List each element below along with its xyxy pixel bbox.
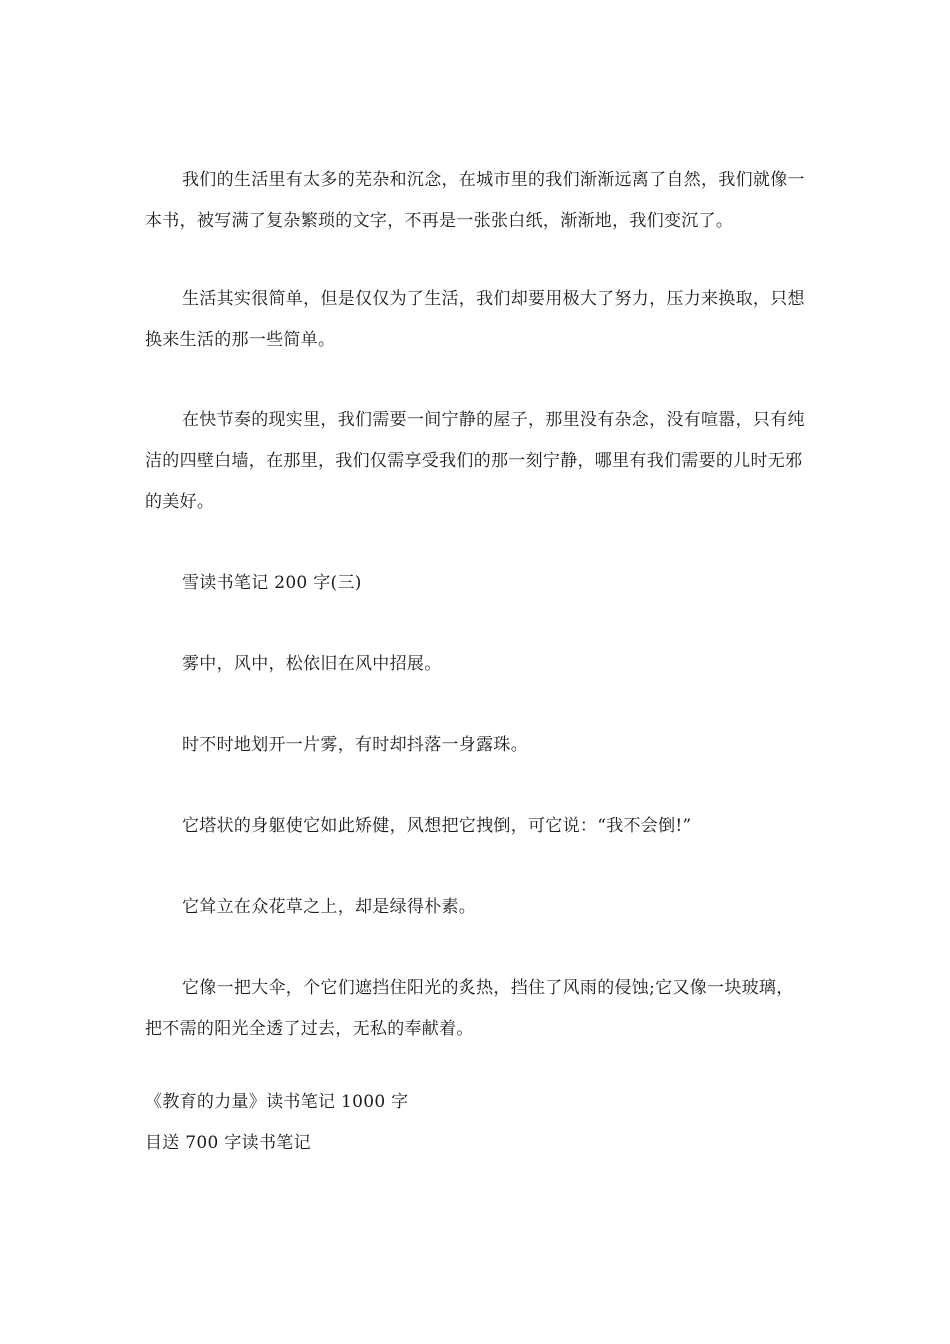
paragraph-spacer — [145, 928, 805, 968]
paragraph-simple-life: 生活其实很简单，但是仅仅为了生活，我们却要用极大了努力，压力来换取，只想换来生活的那一些简单。 — [145, 289, 805, 350]
paragraph-spacer — [145, 604, 805, 644]
paragraph-spacer — [145, 847, 805, 887]
paragraph-city-life: 我们的生活里有太多的芜杂和沉念，在城市里的我们渐渐远离了自然，我们就像一本书，被写满了复杂繁琐的文字，不再是一张张白纸，渐渐地，我们变沉了。 — [145, 170, 805, 231]
document-body — [145, 160, 805, 1164]
paragraph-dew: 时不时地划开一片雾，有时却抖落一身露珠。 — [182, 735, 528, 755]
paragraph-quiet-room: 在快节奏的现实里，我们需要一间宁静的屋子，那里没有杂念，没有喧嚣，只有纯洁的四壁白墙，在那里，我们仅需享受我们的那一刻宁静，哪里有我们需要的儿时无邪的美好。 — [145, 410, 805, 512]
paragraph-spacer — [145, 685, 805, 725]
paragraph-spacer — [145, 242, 805, 279]
paragraph-spacer — [145, 523, 805, 563]
paragraph-spacer — [145, 361, 805, 400]
paragraph-umbrella: 它像一把大伞，个它们遮挡住阳光的炙热，挡住了风雨的侵蚀;它又像一块玻璃，把不需的阳光全透了过去，无私的奉献着。 — [145, 978, 794, 1039]
section-heading: 雪读书笔记 200 字(三) — [182, 573, 362, 593]
related-link-mu-song[interactable]: 目送 700 字读书笔记 — [145, 1133, 311, 1153]
paragraph-humble-green: 它耸立在众花草之上，却是绿得朴素。 — [182, 897, 477, 917]
paragraph-pine-in-fog: 雾中，风中，松依旧在风中招展。 — [182, 654, 442, 674]
paragraph-pine-speaks: 它塔状的身躯使它如此矫健，风想把它拽倒，可它说：“我不会倒!” — [182, 816, 692, 836]
related-link-education[interactable]: 《教育的力量》读书笔记 1000 字 — [145, 1092, 409, 1112]
paragraph-spacer — [145, 766, 805, 806]
paragraph-spacer — [145, 1050, 805, 1082]
